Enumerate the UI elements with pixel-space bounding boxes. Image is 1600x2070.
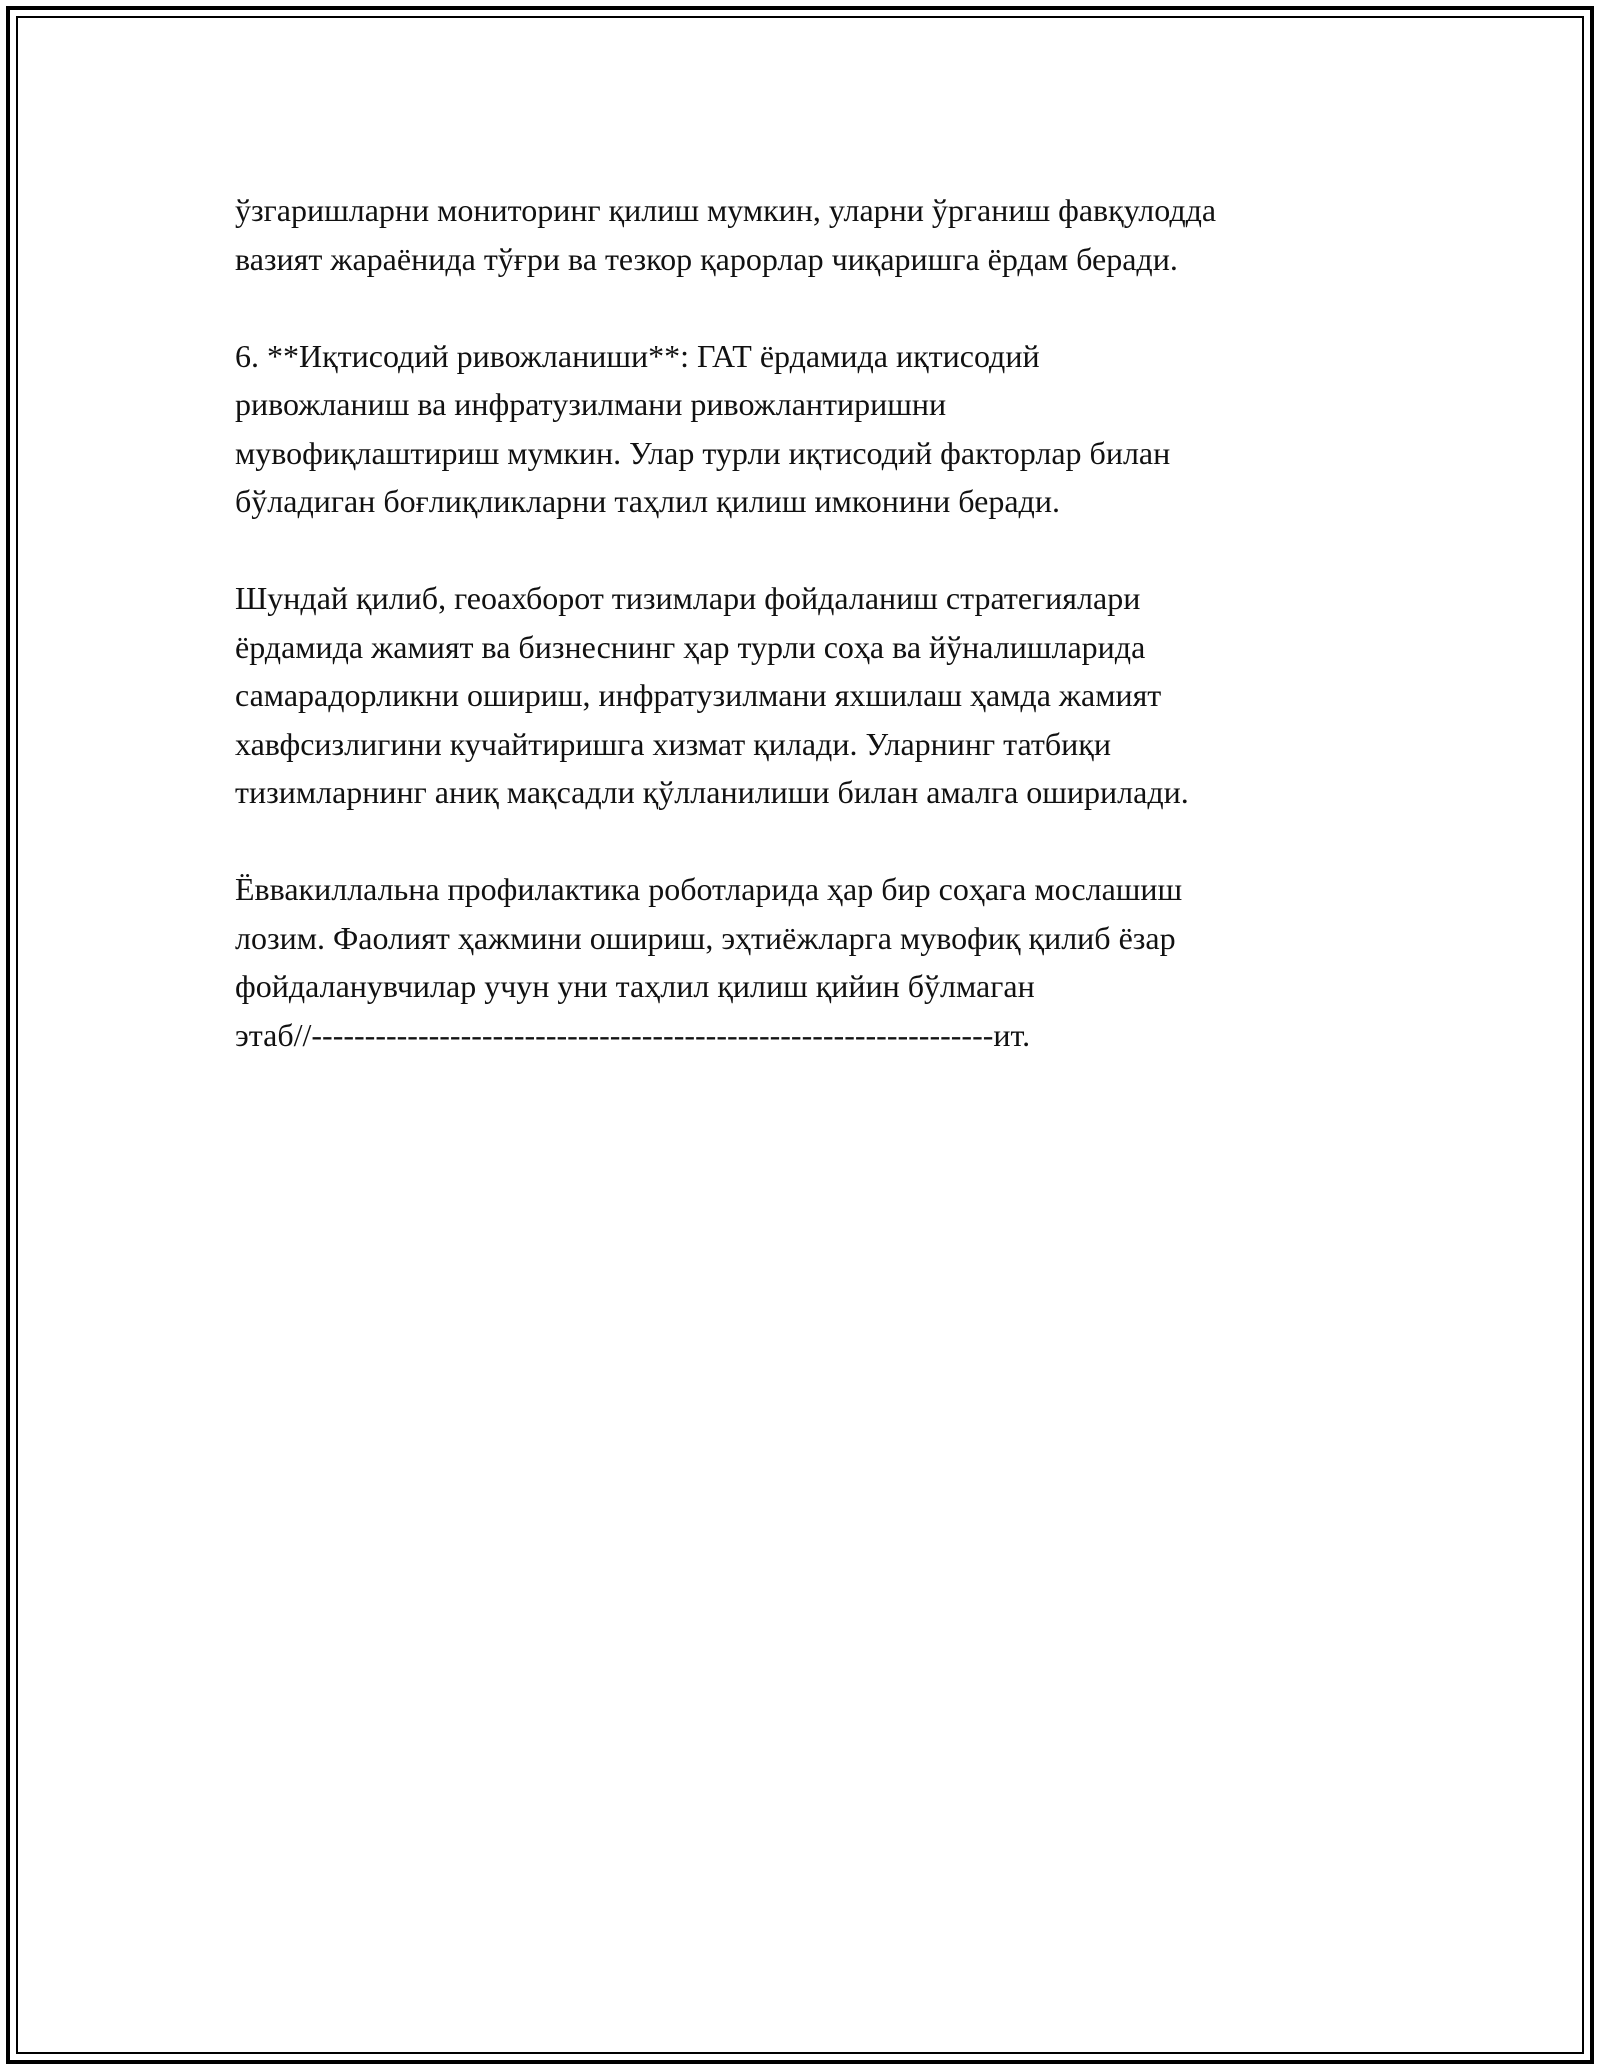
text-line: Шундай қилиб, геоахборот тизимлари фойдаланиш стратегиялари (235, 580, 1141, 616)
text-line: ривожланиш ва инфратузилмани ривожлантиришни (235, 386, 947, 422)
text-line: самарадорликни ошириш, инфратузилмани яхшилаш ҳамда жамият (235, 677, 1162, 713)
text-line: ёрдамида жамият ва бизнеснинг ҳар турли соҳа ва йўналишларида (235, 628, 1146, 665)
text-line: бўладиган боғлиқликларни таҳлил қилиш имконини беради. (235, 483, 1060, 519)
paragraph-final (235, 865, 1405, 1059)
text-line: этаб//----------------------------------------------------------------ит. (235, 1016, 1031, 1053)
text-line: мувофиқлаштириш мумкин. Улар турли иқтисодий факторлар билан (235, 434, 1171, 471)
text-line: 6. **Иқтисодий ривожланиши**: ГАТ ёрдамида иқтисодий (235, 337, 1040, 374)
text-line: вазият жараёнида тўғри ва тезкор қарорлар чиқаришга ёрдам беради. (235, 240, 1178, 277)
text-line: лозим. Фаолият ҳажмини ошириш, эҳтиёжларга мувофиқ қилиб ёзар (235, 919, 1176, 956)
text-line: тизимларнинг аниқ мақсадли қўлланилиши билан амалга оширилади. (235, 774, 1189, 810)
text-line: фойдаланувчилар учун уни таҳлил қилиш қийин бўлмаган (235, 968, 1035, 1004)
paragraph-monitoring (235, 186, 1405, 283)
text-line: ўзгаришларни мониторинг қилиш мумкин, уларни ўрганиш фавқулодда (235, 192, 1217, 228)
text-line: хавфсизлигини кучайтиришга хизмат қилади. Уларнинг татбиқи (235, 725, 1111, 762)
document-body (235, 186, 1405, 1108)
text-line: Ёввакиллальна профилактика роботларида ҳар бир соҳага мослашиш (235, 871, 1183, 907)
paragraph-conclusion (235, 574, 1405, 817)
paragraph-economic-development (235, 332, 1405, 526)
